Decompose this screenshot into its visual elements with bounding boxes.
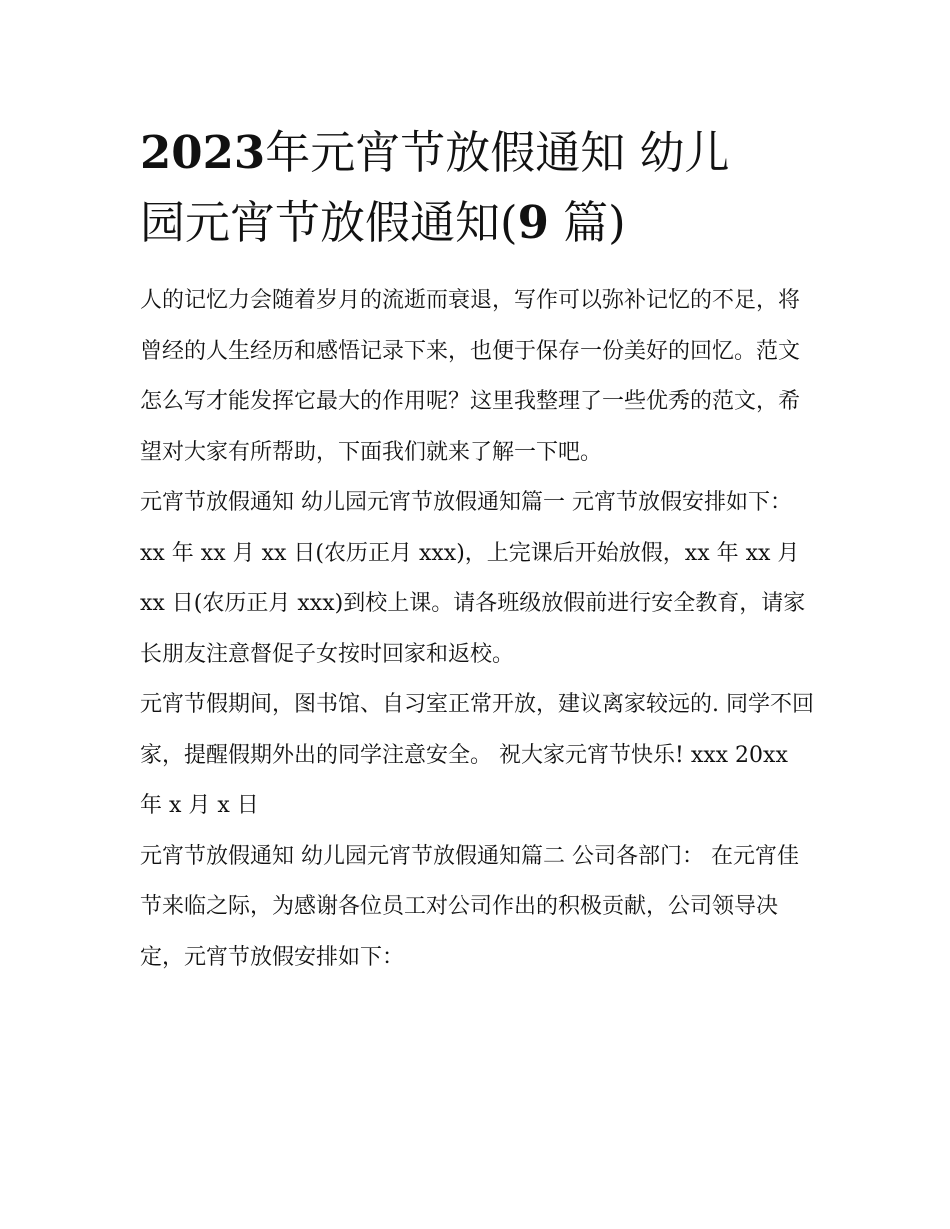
document-title (140, 118, 820, 258)
title-count: 9 (517, 196, 549, 249)
intro-paragraph: 人的记忆力会随着岁月的流逝而衰退，写作可以弥补记忆的不足，将曾经的人生经历和感悟记录下来，也便于保存一份美好的回忆。范文怎么写才能发挥它最大的作用呢？这里我整理了一些优秀的范文，希望对大家有所帮助，下面我们就来了解一下吧。 (140, 288, 801, 465)
schedule-paragraph: xx 年 xx 月 xx 日(农历正月 xxx)，上完课后开始放假，xx 年 xx 月 xx 日(农历正月 xxx)到校上课。请各班级放假前进行安全教育，请家长朋友注意督促子女按时回家和返校。 (140, 540, 806, 667)
section-one-heading: 元宵节放假通知 幼儿园元宵节放假通知篇一 元宵节放假安排如下： (140, 490, 792, 515)
section-two-paragraph: 元宵节放假通知 幼儿园元宵节放假通知篇二 公司各部门： 在元宵佳节来临之际，为感谢各位员工对公司作出的积极贡献，公司领导决定，元宵节放假安排如下： (140, 843, 799, 970)
holiday-notice-paragraph: 元宵节假期间，图书馆、自习室正常开放，建议离家较远的. 同学不回家，提醒假期外出的同学注意安全。 祝大家元宵节快乐! xxx 20xx 年 x 月 x 日 (140, 692, 814, 818)
title-line2-text: 园元宵节放假通知( (140, 196, 518, 249)
title-line2-suffix: 篇) (548, 196, 626, 249)
title-line1-text: 年元宵节放假通知 幼儿 (265, 126, 730, 179)
document-body (140, 276, 816, 983)
title-year: 2023 (140, 126, 266, 179)
